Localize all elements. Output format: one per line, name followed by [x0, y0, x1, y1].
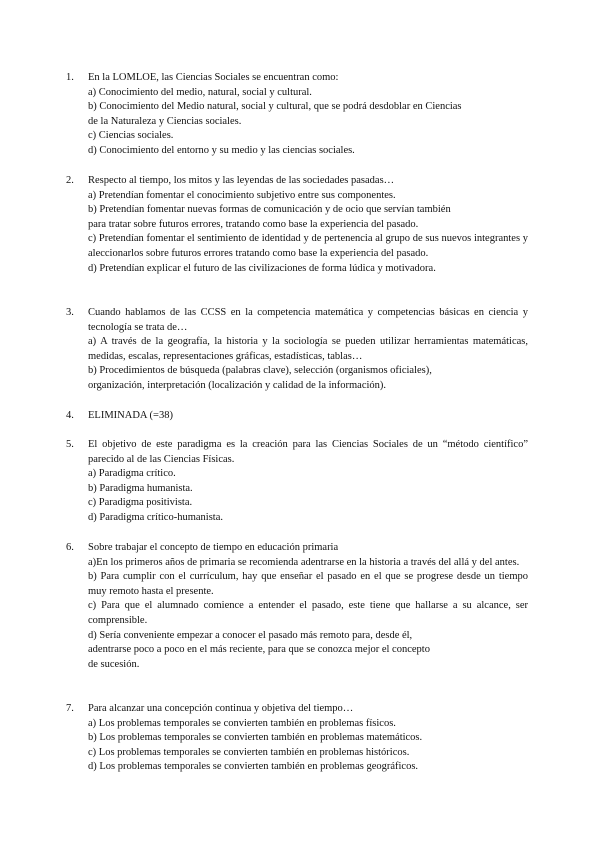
- option-b-continued: para tratar sobre futuros errores, tratando como base la experiencia del pasado.: [88, 218, 419, 230]
- question-number: 5.: [66, 439, 74, 450]
- option-b: b) Procedimientos de búsqueda (palabras clave), selección (organismos oficiales),: [88, 365, 432, 377]
- question-stem: El objetivo de este paradigma es la creación para las Ciencias Sociales de un “método científico” parecido al de las Ciencias Físicas.: [88, 439, 528, 465]
- question-stem: Sobre trabajar el concepto de tiempo en educación primaria: [88, 542, 339, 553]
- question-5: [66, 438, 528, 526]
- question-7: [66, 702, 528, 775]
- option-c: c) Ciencias sociales.: [88, 130, 174, 142]
- option-b: b) Pretendían fomentar nuevas formas de comunicación y de ocio que servían también: [88, 204, 451, 216]
- option-a: a) Los problemas temporales se convierten también en problemas físicos.: [88, 717, 396, 729]
- question-3: [66, 306, 528, 394]
- option-a: a) A través de la geografía, la historia y la sociología se pueden utilizar herramientas matemáticas, medidas, escalas, representaciones gráficas, estadísticas, tablas…: [88, 336, 528, 362]
- question-1: [66, 71, 528, 159]
- option-d: d) Sería conveniente empezar a conocer el pasado más remoto para, desde él,: [88, 629, 413, 641]
- option-d: d) Conocimiento del entorno y su medio y las ciencias sociales.: [88, 144, 355, 156]
- option-a: a)En los primeros años de primaria se recomienda adentrarse en la historia a través del allá y del antes.: [88, 556, 520, 568]
- option-b: b) Paradigma humanista.: [88, 482, 193, 494]
- question-6: [66, 541, 528, 672]
- question-stem: Para alcanzar una concepción continua y objetiva del tiempo…: [88, 703, 354, 714]
- question-number: 4.: [66, 410, 74, 421]
- option-b: b) Conocimiento del Medio natural, social y cultural, que se podrá desdoblar en Ciencias: [88, 101, 462, 113]
- question-stem: Cuando hablamos de las CCSS en la competencia matemática y competencias básicas en ciencia y tecnología se trata de…: [88, 307, 528, 333]
- option-d-continued-2: de sucesión.: [88, 658, 140, 670]
- question-number: 6.: [66, 542, 74, 553]
- option-b-continued: organización, interpretación (localización y calidad de la información).: [88, 379, 387, 391]
- option-d: d) Paradigma crítico-humanista.: [88, 511, 223, 523]
- option-a: a) Conocimiento del medio, natural, social y cultural.: [88, 86, 312, 98]
- option-d: d) Pretendían explicar el futuro de las civilizaciones de forma lúdica y motivadora.: [88, 262, 436, 274]
- option-b-continued: de la Naturaleza y Ciencias sociales.: [88, 115, 242, 127]
- option-c: c) Paradigma positivista.: [88, 497, 193, 509]
- question-number: 2.: [66, 175, 74, 186]
- question-number: 3.: [66, 307, 74, 318]
- question-4: [66, 409, 528, 424]
- question-stem: ELIMINADA (=38): [88, 410, 173, 421]
- option-d: d) Los problemas temporales se convierten también en problemas geográficos.: [88, 761, 419, 773]
- option-a: a) Pretendían fomentar el conocimiento subjetivo entre sus componentes.: [88, 189, 396, 201]
- question-number: 1.: [66, 72, 74, 83]
- option-c: c) Para que el alumnado comience a entender el pasado, este tiene que hallarse a su alcance, ser comprensible.: [88, 600, 528, 626]
- option-a: a) Paradigma crítico.: [88, 468, 176, 480]
- question-number: 7.: [66, 703, 74, 714]
- question-stem: En la LOMLOE, las Ciencias Sociales se encuentran como:: [88, 72, 339, 83]
- option-c: c) Los problemas temporales se convierten también en problemas históricos.: [88, 746, 410, 758]
- option-d-continued: adentrarse poco a poco en el más reciente, para que se conozca mejor el concepto: [88, 644, 430, 656]
- question-stem: Respecto al tiempo, los mitos y las leyendas de las sociedades pasadas…: [88, 175, 395, 186]
- option-b: b) Los problemas temporales se convierten también en problemas matemáticos.: [88, 732, 423, 744]
- option-b: b) Para cumplir con el currículum, hay que enseñar el pasado en el que se progrese desde un tiempo muy remoto hasta el presente.: [88, 571, 528, 597]
- option-c: c) Pretendían fomentar el sentimiento de identidad y de pertenencia al grupo de sus nuevos integrantes y aleccionarlos sobre futuros errores tratando como base la experiencia del pasado.: [88, 233, 528, 259]
- question-2: [66, 174, 528, 276]
